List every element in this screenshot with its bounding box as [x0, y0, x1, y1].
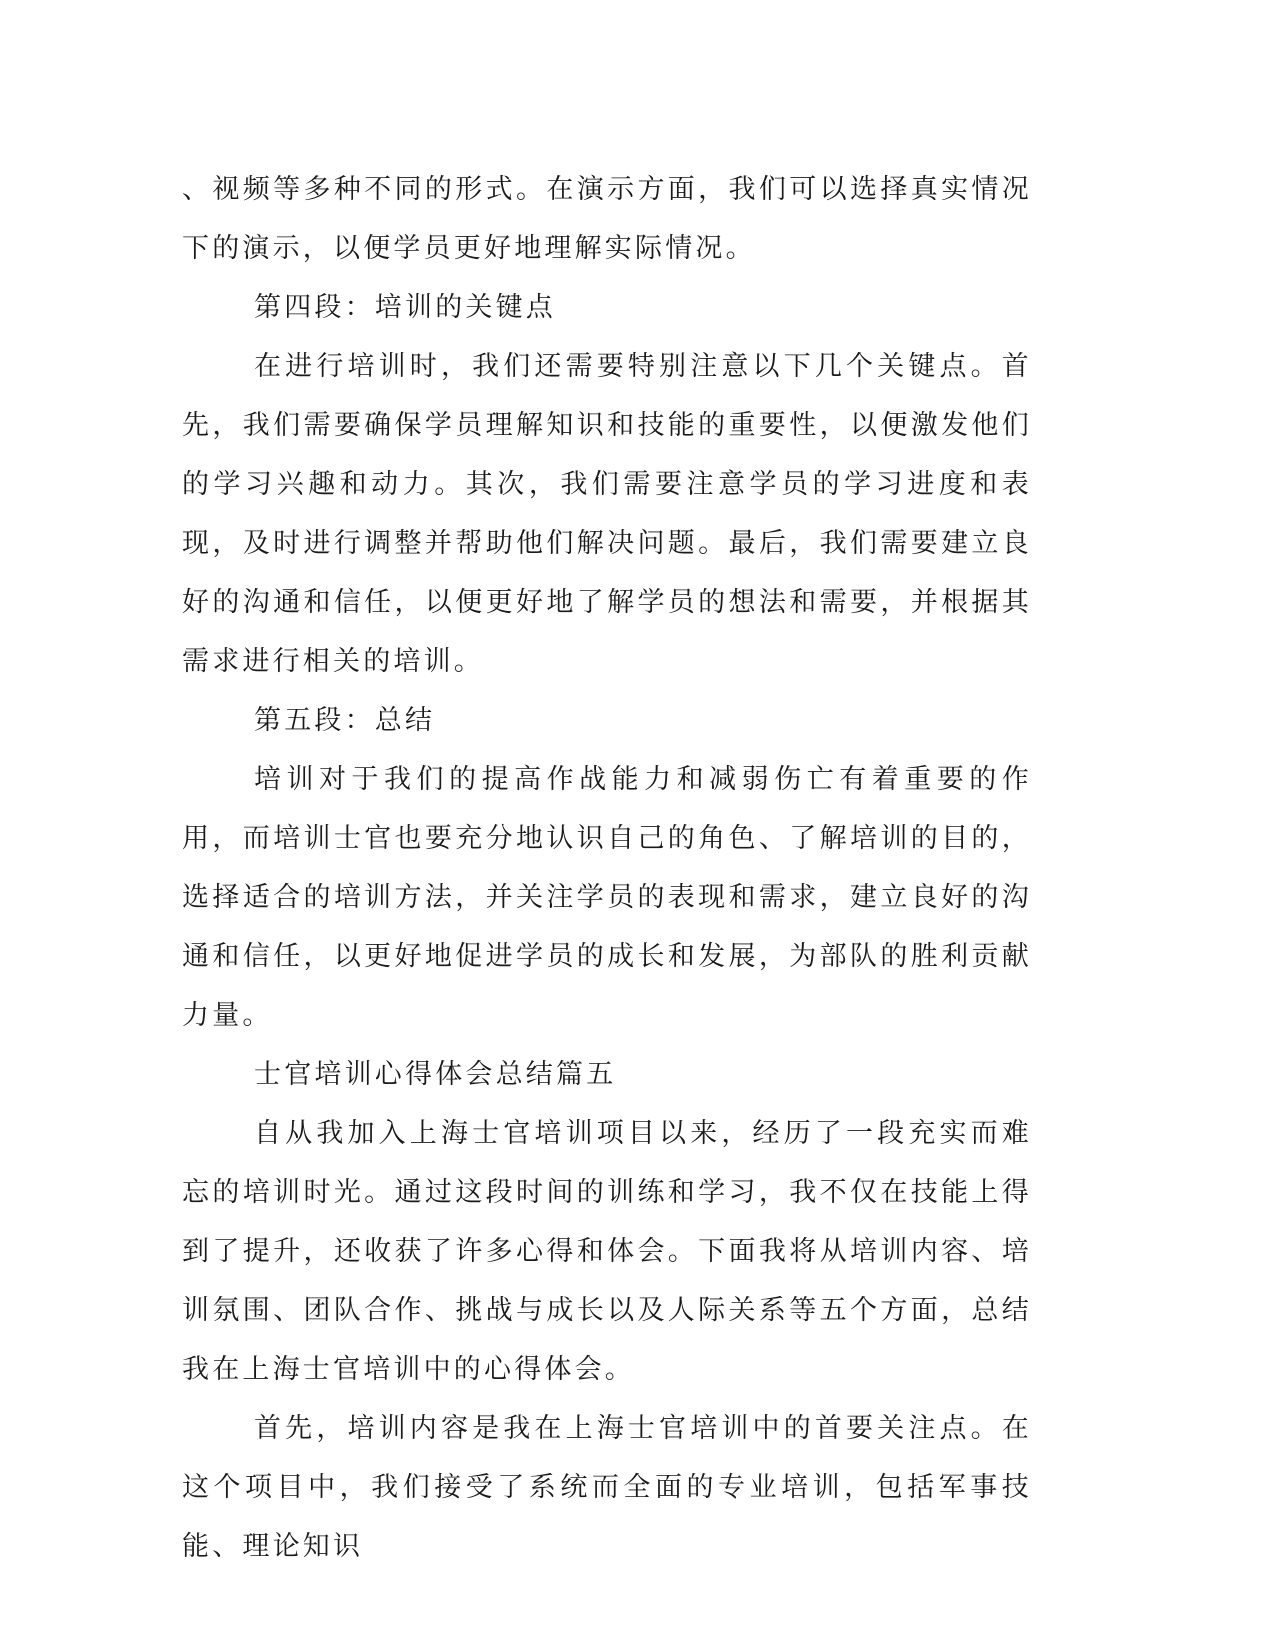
- article-title-part5: 士官培训心得体会总结篇五: [254, 1059, 617, 1090]
- paragraph-intro: 自从我加入上海士官培训项目以来，经历了一段充实而难忘的培训时光。通过这段时间的训练和学习，我不仅在技能上得到了提升，还收获了许多心得和体会。下面我将从培训内容、培训氛围、团队合作、挑战与成长以及人际关系等五个方面，总结我在上海士官培训中的心得体会。: [182, 1118, 1032, 1385]
- paragraph-continuation: 、视频等多种不同的形式。在演示方面，我们可以选择真实情况下的演示，以便学员更好地理解实际情况。: [182, 174, 1032, 264]
- paragraph-training-content: 首先，培训内容是我在上海士官培训中的首要关注点。在这个项目中，我们接受了系统而全面的专业培训，包括军事技能、理论知识: [182, 1413, 1032, 1562]
- paragraph-summary: 培训对于我们的提高作战能力和减弱伤亡有着重要的作用，而培训士官也要充分地认识自己的角色、了解培训的目的，选择适合的培训方法，并关注学员的表现和需求，建立良好的沟通和信任，以更好地促进学员的成长和发展，为部队的胜利贡献力量。: [182, 764, 1032, 1031]
- section-heading-5: 第五段：总结: [254, 705, 436, 736]
- section-heading-4: 第四段：培训的关键点: [254, 292, 556, 323]
- document-body: [182, 160, 1032, 1576]
- paragraph-key-points: 在进行培训时，我们还需要特别注意以下几个关键点。首先，我们需要确保学员理解知识和技能的重要性，以便激发他们的学习兴趣和动力。其次，我们需要注意学员的学习进度和表现，及时进行调整并帮助他们解决问题。最后，我们需要建立良好的沟通和信任，以便更好地了解学员的想法和需要，并根据其需求进行相关的培训。: [182, 351, 1032, 677]
